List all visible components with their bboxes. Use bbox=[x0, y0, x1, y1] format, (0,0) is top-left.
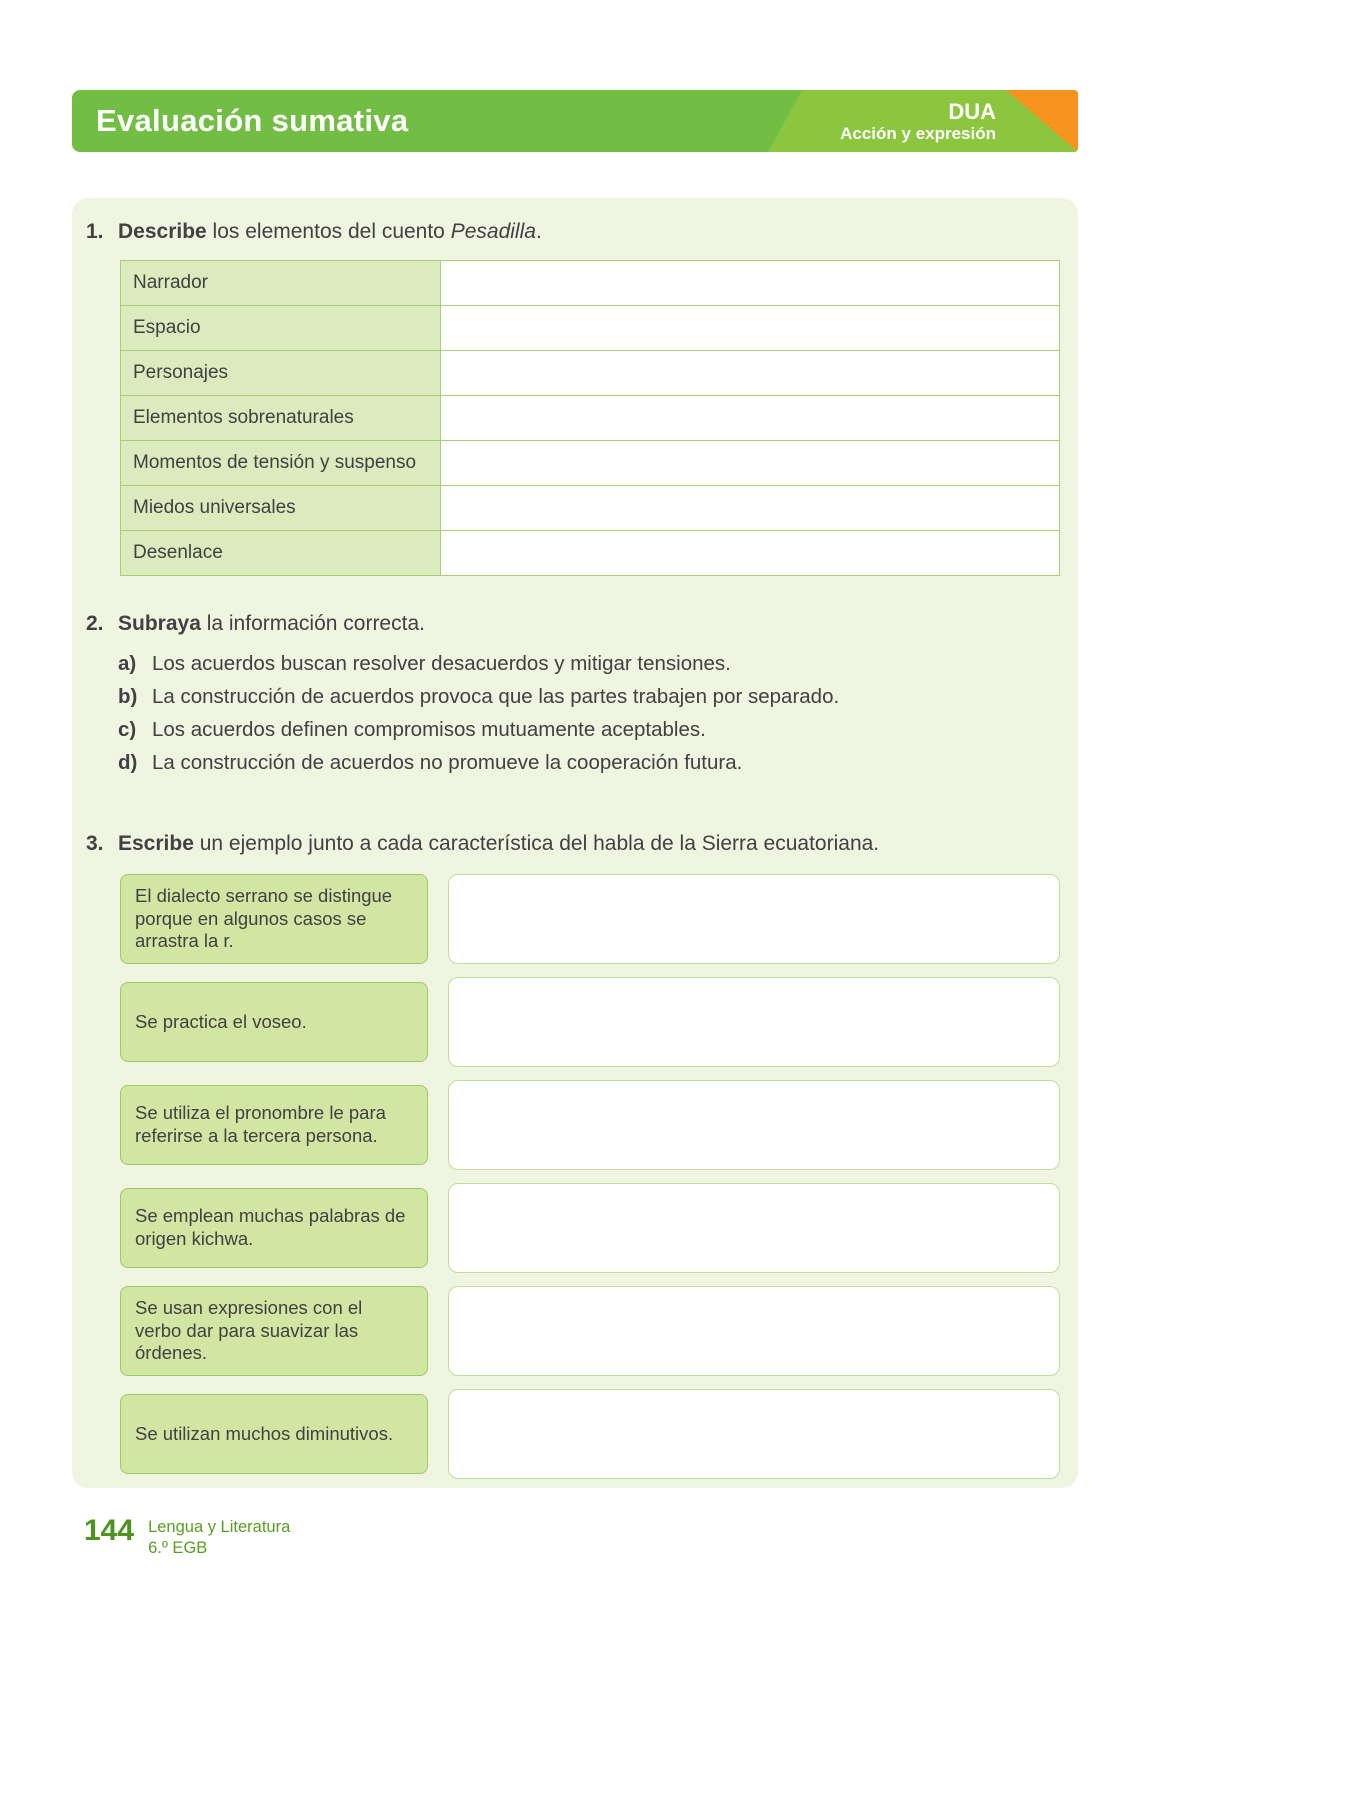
exercise1-heading bbox=[86, 218, 1060, 246]
row-label-narrador: Narrador bbox=[121, 261, 441, 306]
answer-box-diminutivos[interactable] bbox=[448, 1389, 1060, 1479]
page-number: 144 bbox=[84, 1514, 135, 1547]
row-label-espacio: Espacio bbox=[121, 306, 441, 351]
exercise3-instruction: Escribe un ejemplo junto a cada característica del habla de la Sierra ecuatoriana. bbox=[118, 831, 880, 855]
pair-row-1 bbox=[120, 874, 1060, 964]
option-b-text: La construcción de acuerdos provoca que las partes trabajen por separado. bbox=[152, 684, 840, 708]
exercise2-instruction: Subraya la información correcta. bbox=[118, 612, 425, 636]
option-d[interactable] bbox=[118, 746, 1060, 779]
exercise3-number: 3. bbox=[86, 831, 104, 855]
table-row bbox=[121, 441, 1060, 486]
row-label-desenlace: Desenlace bbox=[121, 531, 441, 576]
option-a-letter: a) bbox=[118, 651, 137, 675]
story-elements-table bbox=[120, 260, 1060, 576]
answer-cell-momentos-tension[interactable] bbox=[441, 441, 1060, 486]
feature-box-voseo: Se practica el voseo. bbox=[120, 982, 428, 1062]
footer-grade: 6.º EGB bbox=[148, 1538, 208, 1557]
option-list bbox=[118, 647, 1060, 780]
feature-box-verbo-dar: Se usan expresiones con el verbo dar para suavizar las órdenes. bbox=[120, 1286, 428, 1376]
answer-cell-narrador[interactable] bbox=[441, 261, 1060, 306]
footer-meta bbox=[148, 1514, 290, 1558]
row-label-momentos-tension: Momentos de tensión y suspenso bbox=[121, 441, 441, 486]
exercise2-number: 2. bbox=[86, 612, 104, 636]
answer-cell-personajes[interactable] bbox=[441, 351, 1060, 396]
option-b-letter: b) bbox=[118, 684, 138, 708]
table-row bbox=[121, 351, 1060, 396]
feature-box-pronombre-le: Se utiliza el pronombre le para referirse a la tercera persona. bbox=[120, 1085, 428, 1165]
feature-box-kichwa: Se emplean muchas palabras de origen kichwa. bbox=[120, 1188, 428, 1268]
footer-subject: Lengua y Literatura bbox=[148, 1518, 291, 1536]
answer-cell-desenlace[interactable] bbox=[441, 531, 1060, 576]
table-row bbox=[121, 261, 1060, 306]
exercise-3 bbox=[86, 830, 1060, 1479]
answer-cell-elementos-sobrenaturales[interactable] bbox=[441, 396, 1060, 441]
exercise3-heading bbox=[86, 830, 1060, 858]
pair-row-4 bbox=[120, 1183, 1060, 1273]
option-a-text: Los acuerdos buscan resolver desacuerdos y mitigar tensiones. bbox=[152, 651, 731, 675]
exercise-1 bbox=[86, 218, 1060, 576]
page-title: Evaluación sumativa bbox=[96, 103, 409, 138]
row-label-personajes: Personajes bbox=[121, 351, 441, 396]
table-row bbox=[121, 531, 1060, 576]
option-c[interactable] bbox=[118, 713, 1060, 746]
row-label-elementos-sobrenaturales: Elementos sobrenaturales bbox=[121, 396, 441, 441]
badge-title: DUA bbox=[948, 98, 996, 124]
option-c-text: Los acuerdos definen compromisos mutuamente aceptables. bbox=[152, 718, 706, 742]
answer-cell-espacio[interactable] bbox=[441, 306, 1060, 351]
answer-box-voseo[interactable] bbox=[448, 977, 1060, 1067]
exercise2-heading bbox=[86, 610, 1060, 638]
badge-subtitle: Acción y expresión bbox=[840, 123, 996, 143]
option-d-text: La construcción de acuerdos no promueve la cooperación futura. bbox=[152, 751, 743, 775]
exercise-panel bbox=[72, 198, 1078, 1488]
pair-row-3 bbox=[120, 1080, 1060, 1170]
feature-box-arrastra-r: El dialecto serrano se distingue porque en algunos casos se arrastra la r. bbox=[120, 874, 428, 964]
pair-row-5 bbox=[120, 1286, 1060, 1376]
answer-cell-miedos-universales[interactable] bbox=[441, 486, 1060, 531]
badge-text bbox=[840, 90, 996, 152]
answer-box-pronombre-le[interactable] bbox=[448, 1080, 1060, 1170]
table-row bbox=[121, 396, 1060, 441]
header-bar bbox=[72, 90, 1078, 152]
exercise-2 bbox=[86, 610, 1060, 779]
pair-row-2 bbox=[120, 977, 1060, 1067]
exercise1-instruction: Describe los elementos del cuento Pesadilla. bbox=[118, 220, 542, 243]
answer-box-arrastra-r[interactable] bbox=[448, 874, 1060, 964]
option-c-letter: c) bbox=[118, 718, 137, 742]
option-b[interactable] bbox=[118, 680, 1060, 713]
option-d-letter: d) bbox=[118, 751, 138, 775]
row-label-miedos-universales: Miedos universales bbox=[121, 486, 441, 531]
pair-row-6 bbox=[120, 1389, 1060, 1479]
exercise1-number: 1. bbox=[86, 220, 104, 243]
table-row bbox=[121, 486, 1060, 531]
feature-pairs bbox=[120, 874, 1060, 1479]
page-footer bbox=[84, 1514, 290, 1558]
feature-box-diminutivos: Se utilizan muchos diminutivos. bbox=[120, 1394, 428, 1474]
answer-box-kichwa[interactable] bbox=[448, 1183, 1060, 1273]
answer-box-verbo-dar[interactable] bbox=[448, 1286, 1060, 1376]
table-row bbox=[121, 306, 1060, 351]
dua-badge bbox=[768, 90, 1078, 152]
option-a[interactable] bbox=[118, 647, 1060, 680]
